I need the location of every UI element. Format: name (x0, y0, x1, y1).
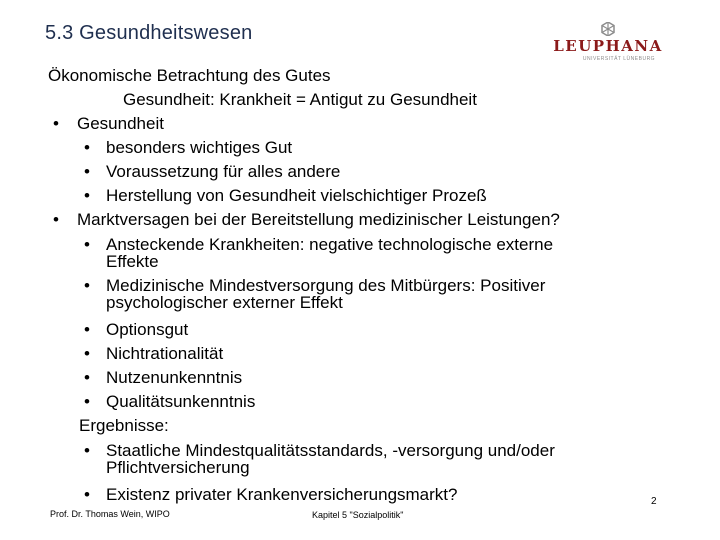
logo-subtitle: UNIVERSITÄT LÜNEBURG (582, 56, 656, 62)
bullet-gesundheit (48, 112, 688, 136)
bullet-marker: • (84, 485, 90, 504)
sub-bullet (48, 136, 688, 160)
bullet-marker: • (84, 276, 90, 295)
content-heading: Ökonomische Betrachtung des Gutes (48, 66, 331, 85)
logo-mark-icon (600, 22, 616, 36)
bullet-text-line2: Effekte (106, 252, 159, 271)
bullet-text: besonders wichtiges Gut (106, 138, 293, 157)
results-label: Ergebnisse: (79, 416, 169, 435)
bullet-marker: • (84, 344, 90, 363)
bullet-marker: • (84, 368, 90, 387)
bullet-text: Marktversagen bei der Bereitstellung medizinischer Leistungen? (77, 210, 560, 229)
bullet-text-line1: Medizinische Mindestversorgung des Mitbürgers: Positiver (106, 276, 546, 295)
bullet-text: Optionsgut (106, 320, 189, 339)
bullet-text: Nichtrationalität (106, 344, 224, 363)
bullet-text: Qualitätsunkenntnis (106, 392, 256, 411)
bullet-text: Nutzenunkenntnis (106, 368, 243, 387)
slide-title: 5.3 Gesundheitswesen (45, 22, 253, 44)
bullet-text-line1: Staatliche Mindestqualitätsstandards, -versorgung und/oder (106, 441, 555, 460)
sub-bullet (48, 483, 688, 507)
footer-chapter: Kapitel 5 "Sozialpolitik" (312, 510, 404, 520)
sub-bullet (48, 366, 688, 390)
bullet-marker: • (53, 114, 59, 133)
slide-content (48, 64, 688, 507)
sub-bullet (48, 277, 688, 318)
bullet-text: Voraussetzung für alles andere (106, 162, 341, 181)
footer-author: Prof. Dr. Thomas Wein, WIPO (50, 509, 170, 519)
sub-bullet (48, 232, 688, 277)
bullet-marker: • (84, 441, 90, 460)
bullet-marker: • (84, 392, 90, 411)
university-logo (548, 22, 668, 64)
logo-name: LEUPHANA (553, 37, 663, 55)
bullet-text: Existenz privater Krankenversicherungsmarkt? (106, 485, 458, 504)
bullet-text-line1: Ansteckende Krankheiten: negative technologische externe (106, 235, 554, 254)
bullet-marker: • (84, 138, 90, 157)
sub-bullet (48, 390, 688, 414)
sub-bullet (48, 438, 688, 483)
page-number: 2 (651, 496, 657, 507)
sub-bullet (48, 318, 688, 342)
bullet-marker: • (84, 162, 90, 181)
bullet-marker: • (84, 235, 90, 254)
bullet-text: Herstellung von Gesundheit vielschichtiger Prozeß (106, 186, 487, 205)
bullet-text: Gesundheit (77, 114, 164, 133)
sub-bullet (48, 184, 688, 208)
sub-bullet (48, 342, 688, 366)
bullet-marker: • (84, 320, 90, 339)
sub-bullet (48, 160, 688, 184)
bullet-marker: • (84, 186, 90, 205)
bullet-marker: • (53, 210, 59, 229)
bullet-marktversagen (48, 208, 688, 232)
content-subheading: Gesundheit: Krankheit = Antigut zu Gesundheit (123, 90, 477, 109)
bullet-text-line2: Pflichtversicherung (106, 458, 250, 477)
bullet-text-line2: psychologischer externer Effekt (106, 293, 343, 312)
